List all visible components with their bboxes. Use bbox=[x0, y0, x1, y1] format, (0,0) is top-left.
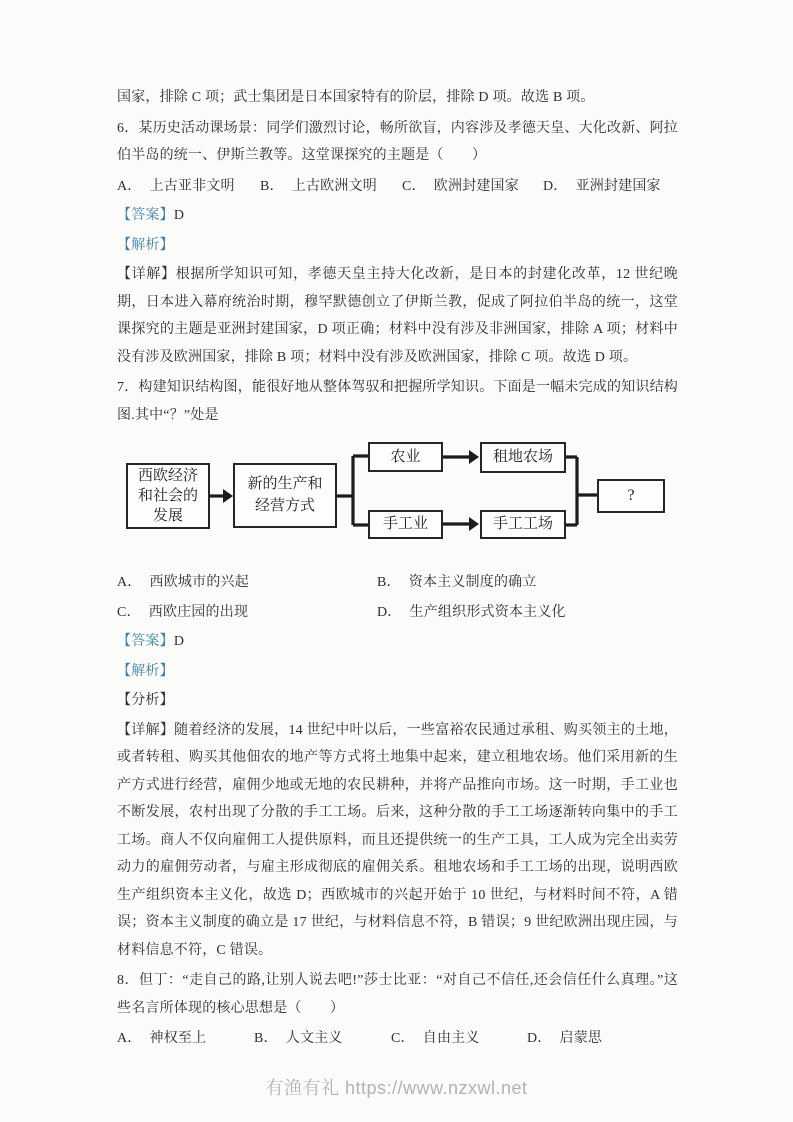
q7-option-a-text: 西欧城市的兴起 bbox=[149, 575, 249, 590]
q6-analysis-label: 【解析】 bbox=[117, 237, 174, 253]
q8-option-b-text: 人文主义 bbox=[285, 1031, 343, 1046]
q6-option-c-label: C． bbox=[402, 178, 426, 194]
q6-option-c bbox=[402, 173, 543, 201]
q7-answer-value: D bbox=[173, 634, 185, 649]
q8-option-c-text: 自由主义 bbox=[422, 1031, 480, 1046]
q6-option-a-text: 上古亚非文明 bbox=[149, 178, 235, 194]
q7-answer-label: 【答案】 bbox=[117, 634, 174, 649]
q7-option-d-label: D． bbox=[377, 604, 402, 620]
q7-option-b bbox=[377, 575, 537, 590]
footer-watermark-link[interactable]: 有渔有礼 https://www.nzxwl.net bbox=[265, 1078, 528, 1098]
q6-option-b bbox=[260, 173, 402, 201]
q8-option-b bbox=[254, 1025, 391, 1053]
q7-detail bbox=[117, 717, 678, 965]
q8-option-b-label: B． bbox=[254, 1031, 278, 1046]
q7-detail-text: 随着经济的发展，14 世纪中叶以后，一些富裕农民通过承租、购买领主的土地，或者转租、购买其他佃农的地产等方式将土地集中起来，建立租地农场。他们采用新的生产方式进行经营，雇佣少地或无地的农民耕种，并将产品推向市场。这一时期，手工业也不断发展，农村出现了分散的手工工场。后来，这种分散的手工工场逐渐转向集中的手工工场。商人不仅向雇佣工人提供原料，而且还提供统一的生产工具，工人成为完全出卖劳动力的雇佣劳动者，与雇主形成彻底的雇佣关系。租地农场和手工工场的出现，说明西欧生产组织资本主义化，故选 D；西欧城市的兴起开始于 10 世纪，与材料时间不符，A 错误；资本主义制度的确立是 17 世纪，与材料信息不符，B 错误；9 世纪欧洲出现庄园，与材料信息不符，C 错误。 bbox=[117, 722, 678, 958]
q6-option-b-text: 上古欧洲文明 bbox=[291, 178, 377, 194]
q7-fenxi-label: 【分析】 bbox=[117, 693, 174, 708]
q6-stem: 6．某历史活动课场景：同学们激烈讨论，畅所欲盲，内容涉及孝德天皇、大化改新、阿拉伯半岛的统一、伊斯兰教等。这堂课探究的主题是（ ） bbox=[117, 120, 678, 163]
diagram-node-handicraft: 手工业 bbox=[368, 510, 443, 539]
q6-option-b-label: B． bbox=[260, 178, 284, 194]
q7-option-a bbox=[117, 569, 377, 597]
q6-detail-text: 根据所学知识可知，孝德天皇主持大化改新，是日本的封建化改革，12 世纪晚期，日本进入幕府统治时期，穆罕默德创立了伊斯兰教，促成了阿拉伯半岛的统一，这堂课探究的主题是亚洲封建国家，D 项正确；材料中没有涉及非洲国家，排除 A 项；材料中没有涉及欧洲国家，排除 B 项；材料中没有涉及欧洲国家，排除 C 项。故选 D 项。 bbox=[117, 267, 678, 365]
q8-stem: 8．但丁：“走自己的路,让别人说去吧!”莎士比亚：“对自己不信任,还会信任什么真理。”这些名言所体现的核心思想是（ ） bbox=[117, 973, 678, 1016]
diagram-node-tenant-farm: 租地农场 bbox=[480, 442, 566, 473]
diagram-node-agriculture: 农业 bbox=[368, 442, 443, 472]
q8-option-c-label: C． bbox=[391, 1031, 415, 1046]
q7-option-b-text: 资本主义制度的确立 bbox=[408, 575, 537, 590]
q7-option-c-text: 西欧庄园的出现 bbox=[148, 604, 249, 620]
q7-option-d bbox=[377, 605, 566, 620]
q6-option-d bbox=[543, 179, 661, 194]
diagram-node-workshop: 手工工场 bbox=[480, 510, 566, 539]
q7-detail-label: 【详解】 bbox=[117, 722, 175, 738]
q6-answer-line bbox=[117, 202, 678, 230]
q6-answer-label: 【答案】 bbox=[117, 208, 174, 223]
document-content bbox=[117, 84, 678, 1055]
diagram-node-start-line1: 西欧经济 bbox=[137, 468, 198, 484]
q6-option-d-text: 亚洲封建国家 bbox=[575, 178, 661, 194]
q6-option-a-label: A． bbox=[117, 178, 142, 194]
q6-detail bbox=[117, 261, 678, 371]
arrow-right-icon bbox=[223, 489, 233, 503]
diagram-node-mode-line1: 新的生产和 bbox=[247, 476, 323, 492]
q8-option-c bbox=[391, 1025, 527, 1053]
q8-option-a bbox=[117, 1025, 254, 1053]
q6-option-a bbox=[117, 173, 260, 201]
q7-answer-line bbox=[117, 628, 678, 656]
q8-option-d-label: D． bbox=[527, 1031, 552, 1046]
q7-analysis-label: 【解析】 bbox=[117, 663, 174, 679]
diagram-node-start-line2: 和社会的 bbox=[137, 488, 198, 504]
q7-option-c bbox=[117, 599, 377, 627]
q6-answer-value: D bbox=[173, 208, 185, 223]
diagram-node-question-mark: ? bbox=[597, 479, 665, 513]
arrow-right-icon bbox=[469, 517, 479, 531]
q7-option-c-label: C． bbox=[117, 604, 141, 620]
q8-options bbox=[117, 1025, 678, 1053]
diagram-node-mode-line2: 经营方式 bbox=[254, 498, 315, 514]
q6-option-c-text: 欧洲封建国家 bbox=[433, 178, 519, 194]
diagram-node-start-line3: 发展 bbox=[152, 508, 183, 524]
prev-answer-tail: 国家，排除 C 项；武士集团是日本国家特有的阶层，排除 D 项。故选 B 项。 bbox=[117, 90, 595, 105]
q7-option-b-label: B． bbox=[377, 575, 401, 590]
arrow-right-icon bbox=[469, 450, 479, 464]
diagram-node-new-production-mode bbox=[233, 463, 337, 528]
diagram-node-west-europe-economy bbox=[126, 463, 210, 529]
q8-option-a-text: 神权至上 bbox=[149, 1031, 207, 1046]
q7-option-d-text: 生产组织形式资本主义化 bbox=[409, 604, 566, 620]
q7-option-a-label: A． bbox=[117, 575, 142, 590]
q8-option-d-text: 启蒙思 bbox=[559, 1031, 603, 1046]
q6-options bbox=[117, 173, 678, 201]
q6-detail-label: 【详解】 bbox=[117, 267, 176, 282]
footer-watermark[interactable] bbox=[0, 1074, 793, 1100]
q7-knowledge-diagram bbox=[117, 439, 678, 557]
q8-option-a-label: A． bbox=[117, 1031, 142, 1046]
q7-stem: 7．构建知识结构图，能很好地从整体驾驭和把握所学知识。下面是一幅未完成的知识结构图.其中“？”处是 bbox=[117, 380, 678, 423]
q7-options-row2 bbox=[117, 599, 678, 627]
q6-option-d-label: D． bbox=[543, 178, 568, 194]
q7-options-row1 bbox=[117, 569, 678, 597]
q8-option-d bbox=[527, 1031, 602, 1046]
